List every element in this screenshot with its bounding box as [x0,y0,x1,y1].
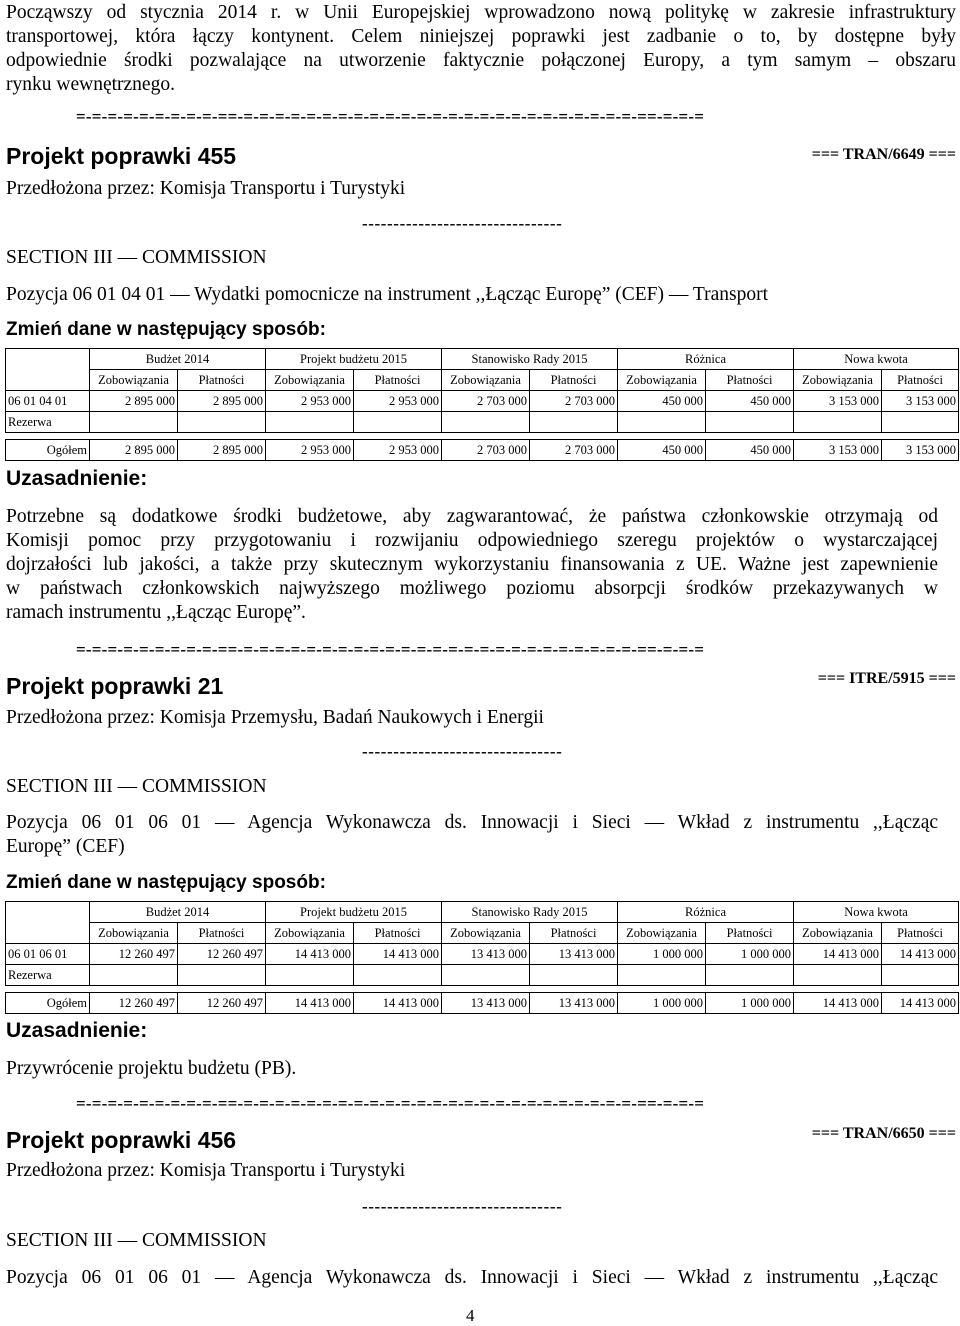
section-label: SECTION III — COMMISSION [6,776,267,797]
table-sub-header: Zobowiązania Płatności Zobowiązania Płatności Zobowiązania Płatności Zobowiązania Płatności Zobowiązania Płatności [6,370,959,391]
change-instruction: Zmień dane w następujący sposób: [6,319,326,340]
table-row: 06 01 06 01 12 260 497 12 260 497 14 413 000 14 413 000 13 413 000 13 413 000 1 000 000 1 000 000 14 413 000 14 413 000 [6,944,959,965]
budget-position-cont: Europę” (CEF) [6,836,125,857]
intro-line: rynku wewnętrznego. [6,74,175,95]
table-group-header: Budżet 2014 Projekt budżetu 2015 Stanowisko Rady 2015 Różnica Nowa kwota [6,902,959,923]
section-label: SECTION III — COMMISSION [6,1230,267,1251]
budget-position: Pozycja 06 01 06 01 — Agencja Wykonawcza ds. Innowacji i Sieci — Wkład z instrumentu ,,Łącząc [6,1267,938,1288]
budget-table [5,348,959,461]
separator: =-=-=-=-=-=-=-=-=-==-=-=-=-=-=-=-=-=-=-=-=-=-=-=-=-=-=-=-=-=-=-=-=-=-=-==-=-=-= [76,640,705,659]
separator: =-=-=-=-=-=-=-=-=-==-=-=-=-=-=-=-=-=-=-=-=-=-=-=-=-=-=-=-=-=-=-=-=-=-=-==-=-=-= [76,107,705,126]
change-instruction: Zmień dane w następujący sposób: [6,872,326,893]
justification-text: Przywrócenie projektu budżetu (PB). [6,1058,297,1079]
page-number: 4 [466,1306,475,1325]
justification-title: Uzasadnienie: [6,1019,148,1042]
amendment-code: === ITRE/5915 === [817,670,956,687]
table-sub-header: Zobowiązania Płatności Zobowiązania Płatności Zobowiązania Płatności Zobowiązania Płatności Zobowiązania Płatności [6,923,959,944]
table-row-reserve: Rezerwa [6,412,959,433]
justification-title: Uzasadnienie: [6,467,148,490]
table-row-reserve: Rezerwa [6,965,959,986]
submitted-by: Przedłożona przez: Komisja Przemysłu, Badań Naukowych i Energii [6,707,544,728]
submitted-by: Przedłożona przez: Komisja Transportu i Turystyki [6,1160,406,1181]
separator: =-=-=-=-=-=-=-=-=-==-=-=-=-=-=-=-=-=-=-=-=-=-=-=-=-=-=-=-=-=-=-=-=-=-=-==-=-=-= [76,1094,705,1113]
budget-table [5,901,959,1014]
table-row: 06 01 04 01 2 895 000 2 895 000 2 953 000 2 953 000 2 703 000 2 703 000 450 000 450 000 3 153 000 3 153 000 [6,391,959,412]
table-row-total: Ogółem 12 260 497 12 260 497 14 413 000 14 413 000 13 413 000 13 413 000 1 000 000 1 000 000 14 413 000 14 413 000 [6,993,959,1014]
dash-line: -------------------------------- [362,742,563,761]
amendment-code: === TRAN/6650 === [811,1125,956,1142]
amendment-title: Projekt poprawki 21 [6,673,224,699]
intro-line: Począwszy od stycznia 2014 r. w Unii Europejskiej wprowadzono nową politykę w zakresie infrastruktury [6,2,956,23]
intro-line: transportowej, która łączy kontynent. Celem niniejszej poprawki jest zadbanie o to, by dostępne były [6,26,956,47]
table-group-header: Budżet 2014 Projekt budżetu 2015 Stanowisko Rady 2015 Różnica Nowa kwota [6,349,959,370]
submitted-by: Przedłożona przez: Komisja Transportu i Turystyki [6,178,406,199]
dash-line: -------------------------------- [362,214,563,233]
dash-line: -------------------------------- [362,1197,563,1216]
budget-position: Pozycja 06 01 04 01 — Wydatki pomocnicze na instrument ,,Łącząc Europę” (CEF) — Transport [6,284,769,305]
amendment-title: Projekt poprawki 456 [6,1127,237,1153]
table-row-total: Ogółem 2 895 000 2 895 000 2 953 000 2 953 000 2 703 000 2 703 000 450 000 450 000 3 153 000 3 153 000 [6,440,959,461]
intro-line: odpowiednie środki pozwalające na utworzenie faktycznie połączonej Europy, a tym samym – obszaru [6,50,956,71]
amendment-title: Projekt poprawki 455 [6,143,237,169]
budget-position: Pozycja 06 01 06 01 — Agencja Wykonawcza ds. Innowacji i Sieci — Wkład z instrumentu ,,Łącząc [6,812,938,833]
section-label: SECTION III — COMMISSION [6,247,267,268]
amendment-code: === TRAN/6649 === [811,146,956,163]
